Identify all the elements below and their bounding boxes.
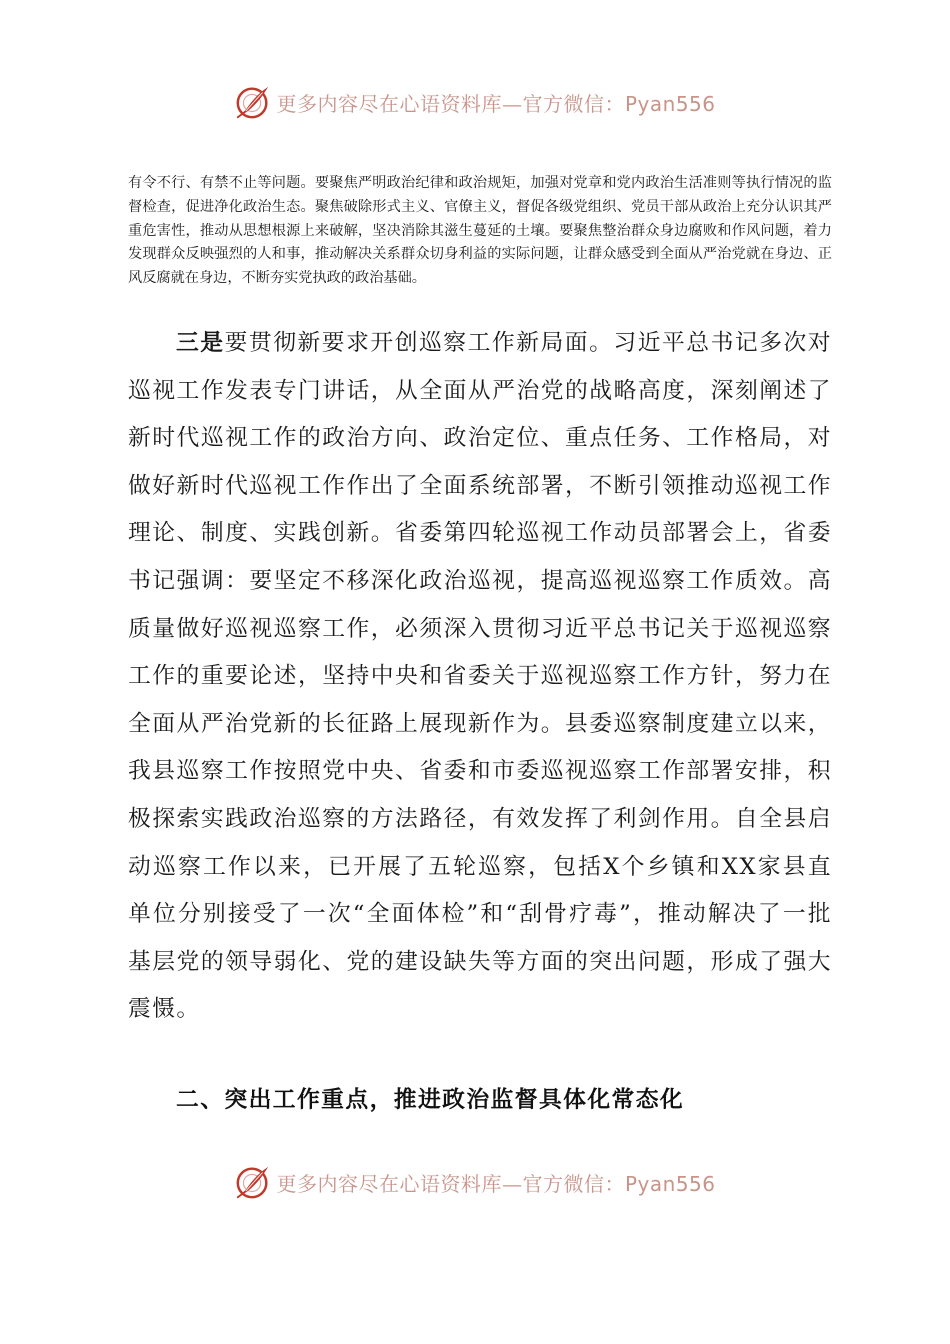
banner-label: 更多内容尽在心语资料库—官方微信： bbox=[276, 91, 625, 116]
section-heading: 二、突出工作重点，推进政治监督具体化常态化 bbox=[176, 1087, 685, 1113]
banner-text bbox=[276, 88, 715, 117]
banner-text bbox=[276, 1168, 715, 1197]
footer-watermark-banner bbox=[0, 1160, 950, 1204]
small-paragraph: 有令不行、有禁不止等问题。要聚焦严明政治纪律和政治规矩，加强对党章和党内政治生活准则等执行情况的监督检查，促进净化政治生态。聚焦破除形式主义、官僚主义，督促各级党组织、党员干部从政治上充分认识其严重危害性，推动从思想根源上来破解，坚决消除其滋生蔓延的土壤。要聚焦整治群众身边腐败和作风问题，着力发现群众反映强烈的人和事，推动解决关系群众切身利益的实际问题，让群众感受到全面从严治党就在身边、正风反腐就在身边，不断夯实党执政的政治基础。 bbox=[128, 175, 832, 287]
banner-wechat-id: Pyan556 bbox=[624, 91, 716, 116]
feather-pen-circle-icon bbox=[234, 1163, 272, 1201]
feather-pen-circle-icon bbox=[234, 83, 272, 121]
banner-wechat-id: Pyan556 bbox=[624, 1171, 716, 1196]
header-watermark-banner bbox=[0, 80, 950, 124]
main-paragraph bbox=[128, 320, 832, 1034]
banner-label: 更多内容尽在心语资料库—官方微信： bbox=[276, 1171, 625, 1196]
main-paragraph-text: 要贯彻新要求开创巡察工作新局面。习近平总书记多次对巡视工作发表专门讲话，从全面从严治党的战略高度，深刻阐述了新时代巡视工作的政治方向、政治定位、重点任务、工作格局，对做好新时代巡视工作作出了全面系统部署，不断引领推动巡视工作理论、制度、实践创新。省委第四轮巡视工作动员部署会上，省委书记强调：要坚定不移深化政治巡视，提高巡视巡察工作质效。高质量做好巡视巡察工作，必须深入贯彻习近平总书记关于巡视巡察工作的重要论述，坚持中央和省委关于巡视巡察工作方针，努力在全面从严治党新的长征路上展现新作为。县委巡察制度建立以来，我县巡察工作按照党中央、省委和市委巡视巡察工作部署安排，积极探索实践政治巡察的方法路径，有效发挥了利剑作用。自全县启动巡察工作以来，已开展了五轮巡察，包括X个乡镇和XX家县直单位分别接受了一次“全面体检”和“刮骨疗毒”，推动解决了一批基层党的领导弱化、党的建设缺失等方面的突出问题，形成了强大震慑。 bbox=[128, 330, 832, 1023]
main-paragraph-lead: 三是 bbox=[176, 330, 225, 356]
